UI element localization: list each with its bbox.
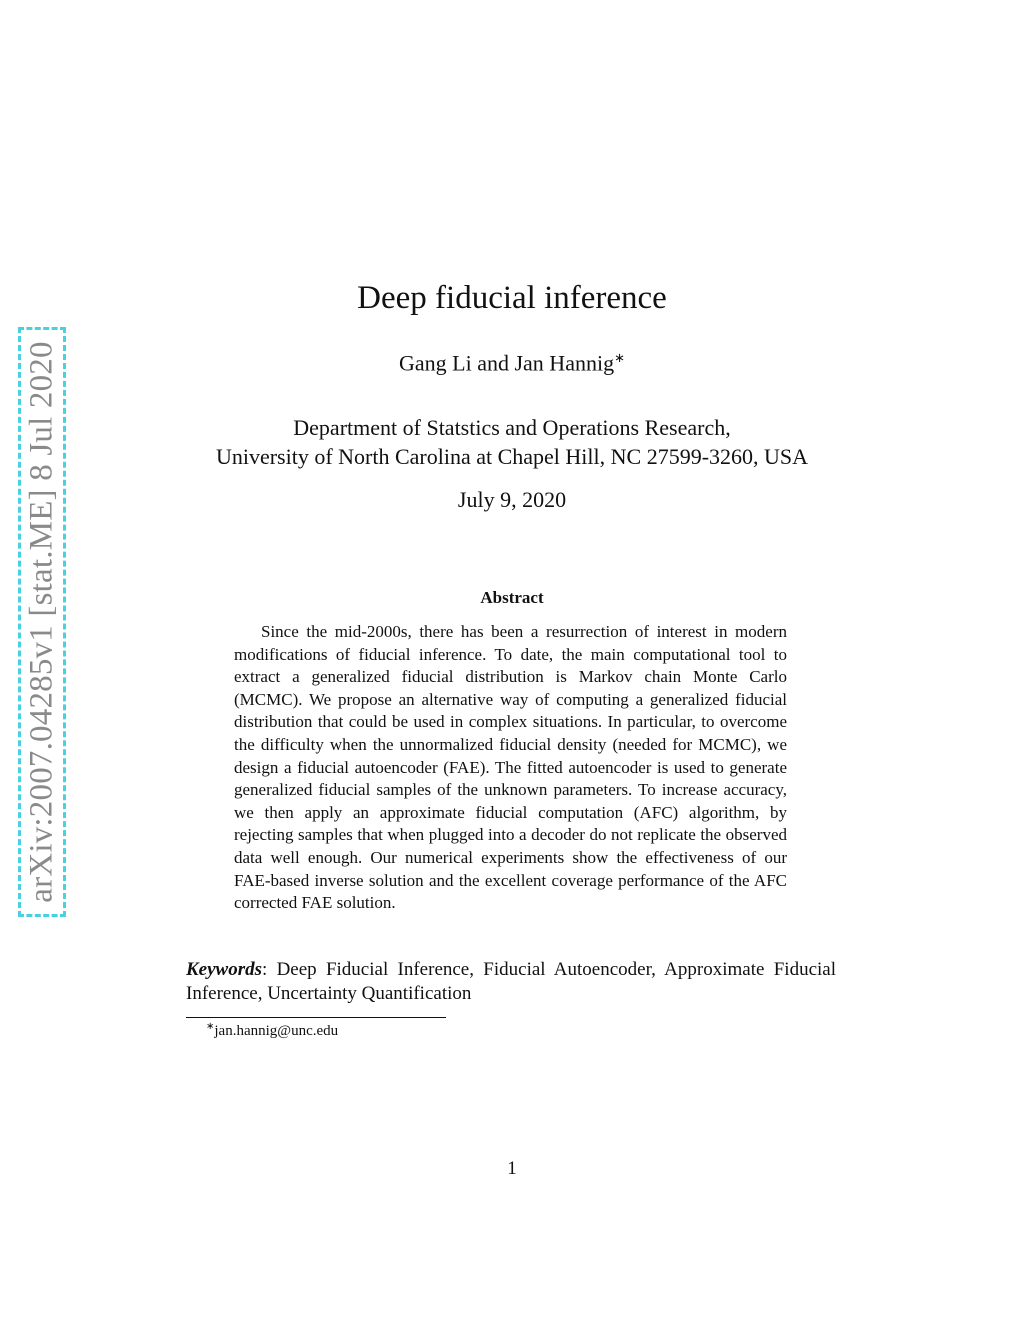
arxiv-identifier[interactable]: arXiv:2007.04285v1 [stat.ME] 8 Jul 2020 (23, 341, 60, 903)
paper-title: Deep fiducial inference (357, 280, 667, 316)
affiliation (0, 413, 1024, 471)
keywords-separator: : (262, 959, 268, 980)
keywords (186, 958, 836, 1006)
abstract-body: Since the mid-2000s, there has been a resurrection of interest in modern modifications of fiducial inference. To date, the main computational tool to extract a generalized fiducial distribution is Markov chain Monte Carlo (MCMC). We propose an alternative way of computing a generalized fiducial distribution that could be used in complex situations. In particular, to overcome the difficulty when the unnormalized fiducial density (needed for MCMC), we design a fiducial autoencoder (FAE). The fitted autoencoder is used to generate generalized fiducial samples of the unknown parameters. To increase accuracy, we then apply an approximate fiducial computation (AFC) algorithm, by rejecting samples that when plugged into a decoder do not replicate the observed data well enough. Our numerical experiments show the effectiveness of our FAE-based inverse solution and the excellent coverage performance of the AFC corrected FAE solution. (234, 622, 787, 913)
affiliation-line-2: University of North Carolina at Chapel Hill, NC 27599-3260, USA (215, 444, 809, 469)
affiliation-line-1: Department of Statstics and Operations Research, (293, 415, 731, 440)
abstract-heading: Abstract (480, 588, 544, 607)
authors (0, 350, 1024, 376)
footnote-email[interactable]: jan.hannig@unc.edu (214, 1023, 339, 1039)
page-number: 1 (507, 1158, 517, 1179)
author-names: Gang Li and Jan Hannig (399, 350, 615, 376)
footnote-divider (186, 1017, 446, 1018)
footnote (206, 1021, 338, 1040)
keywords-label: Keywords (186, 959, 262, 980)
author-footnote-mark[interactable]: ∗ (614, 350, 625, 365)
paper-date: July 9, 2020 (457, 487, 567, 512)
keywords-text: Deep Fiducial Inference, Fiducial Autoencoder, Approximate Fiducial Inference, Uncertainty Quantification (186, 959, 836, 1004)
footnote-mark: ∗ (206, 1021, 215, 1032)
